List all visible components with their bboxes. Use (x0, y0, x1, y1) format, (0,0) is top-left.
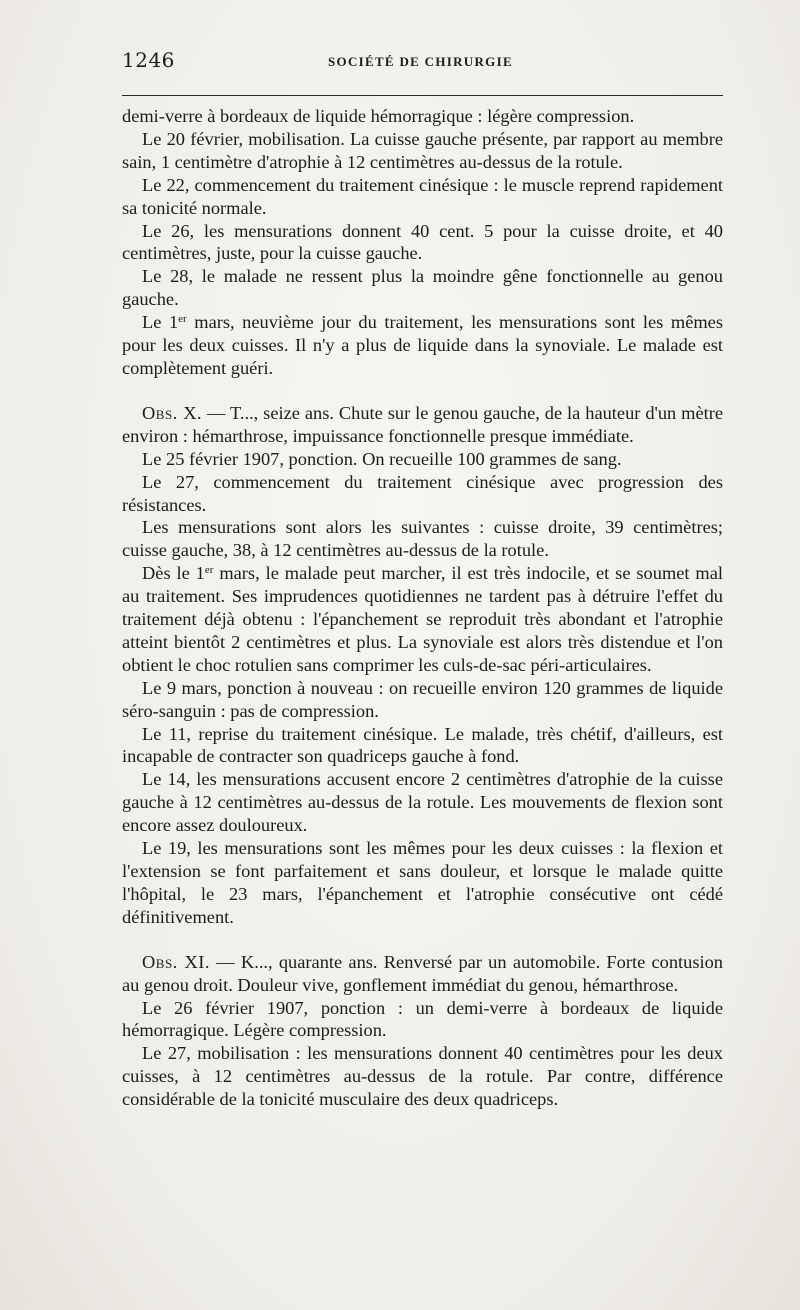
running-title: SOCIÉTÉ DE CHIRURGIE (328, 54, 513, 69)
page-header (122, 44, 722, 74)
observation-label: Obs. X. (142, 402, 203, 423)
paragraph: Le 27, mobilisation : les mensurations donnent 40 centimètres pour les deux cuisses, à 12 centimètres au-dessus de la rotule. Par contre, différence considérable de la tonicité musculaire des deux quadriceps. (122, 1043, 723, 1110)
paragraph: demi-verre à bordeaux de liquide hémorragique : légère compression. (122, 106, 635, 126)
observation-heading-paragraph (122, 951, 723, 997)
paragraph: Le 11, reprise du traitement cinésique. Le malade, très chétif, d'ailleurs, est incapable de contracter son quadriceps gauche à fond. (122, 723, 723, 767)
paragraph: Le 19, les mensurations sont les mêmes pour les deux cuisses : la flexion et l'extension se font parfaitement et sans douleur, et lorsque le malade quitte l'hôpital, le 23 mars, l'épanchement et l'atrophie consécutive ont cédé définitivement. (122, 838, 723, 927)
paragraph: Le 22, commencement du traitement cinésique : le muscle reprend rapidement sa tonicité normale. (122, 174, 723, 218)
text-span: Le 1 (142, 312, 179, 333)
paragraph: Le 20 février, mobilisation. La cuisse gauche présente, par rapport au membre sain, 1 centimètre d'atrophie à 12 centimètres au-dessus de la rotule. (122, 128, 723, 172)
paragraph: Le 26, les mensurations donnent 40 cent. 5 pour la cuisse droite, et 40 centimètres, juste, pour la cuisse gauche. (122, 220, 723, 264)
superscript: er (178, 313, 187, 326)
paragraph: Le 9 mars, ponction à nouveau : on recueille environ 120 grammes de liquide séro-sanguin : pas de compression. (122, 677, 723, 721)
body-text (122, 105, 723, 1111)
text-span: — K..., quarante ans. Renversé par un automobile. Forte contusion au genou droit. Douleur vive, gonflement immédiat du genou, hémarthrose. (122, 951, 723, 995)
paragraph: Le 14, les mensurations accusent encore 2 centimètres d'atrophie de la cuisse gauche à 12 centimètres au-dessus de la rotule. Les mouvements de flexion sont encore assez douloureux. (122, 769, 723, 836)
text-span: mars, le malade peut marcher, il est très indocile, et se soumet mal au traitement. Ses imprudences quotidiennes ne tardent pas à détruire l'effet du traitement déjà obtenu : l'épanchement se reproduit très abondant et l'atrophie atteint bientôt 2 centimètres et plus. La synoviale est alors très distendue et l'on obtient le choc rotulien sans comprimer les culs-de-sac péri-articulaires. (122, 563, 724, 675)
paragraph: Le 27, commencement du traitement cinésique avec progression des résistances. (122, 471, 723, 515)
observation-label: Obs. XI. (142, 951, 211, 972)
observation-heading-paragraph (122, 402, 723, 448)
header-rule (122, 95, 723, 96)
superscript: er (204, 564, 214, 577)
text-span: Dès le 1 (142, 563, 205, 584)
paragraph: Le 28, le malade ne ressent plus la moindre gêne fonctionnelle au genou gauche. (122, 266, 723, 310)
paragraph (122, 311, 723, 380)
text-span: mars, neuvième jour du traitement, les mensurations sont les mêmes pour les deux cuisses. Il n'y a plus de liquide dans la synoviale. Le malade est complètement guéri. (122, 312, 723, 378)
text-span: — T..., seize ans. Chute sur le genou gauche, de la hauteur d'un mètre environ : hémarthrose, impuissance fonctionnelle presque immédiate. (122, 402, 723, 446)
paragraph: Le 25 février 1907, ponction. On recueille 100 grammes de sang. (142, 448, 622, 469)
paragraph: Les mensurations sont alors les suivantes : cuisse droite, 39 centimètres; cuisse gauche, 38, à 12 centimètres au-dessus de la rotule. (122, 517, 723, 561)
paragraph (122, 562, 723, 677)
page-number: 1246 (122, 48, 175, 72)
paragraph: Le 26 février 1907, ponction : un demi-verre à bordeaux de liquide hémorragique. Légère compression. (122, 997, 723, 1041)
